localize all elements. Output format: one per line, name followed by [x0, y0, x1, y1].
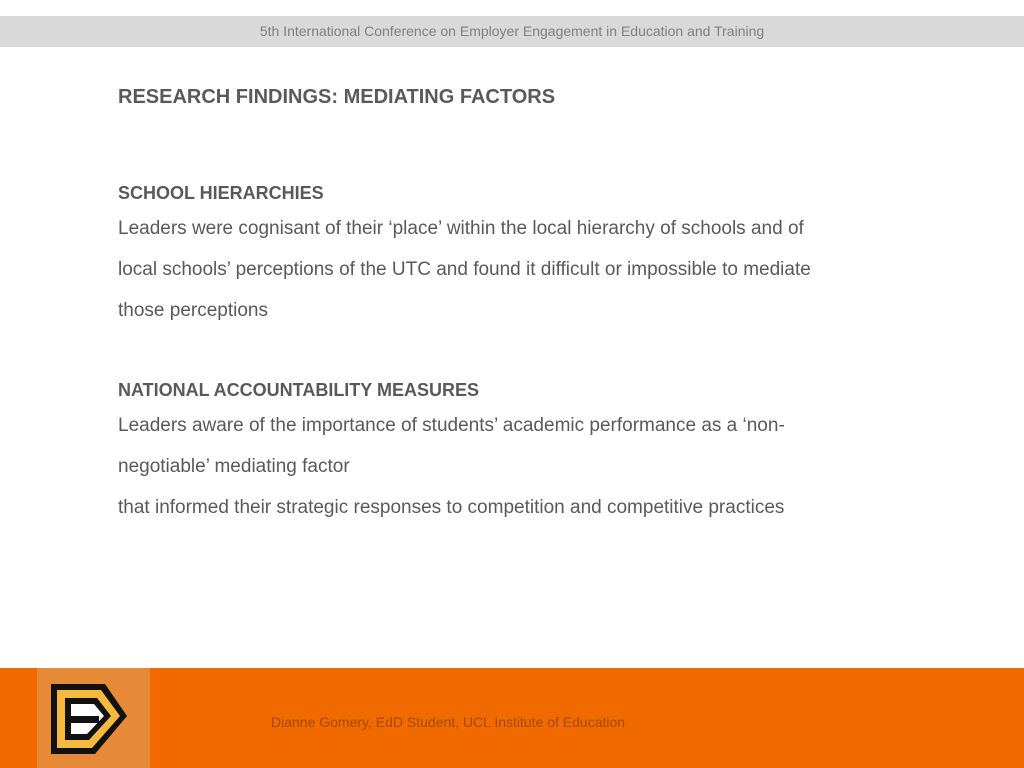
body-line: local schools’ perceptions of the UTC and found it difficult or impossible to mediate: [118, 259, 811, 280]
section-body: [118, 208, 908, 331]
body-line: that informed their strategic responses to competition and competitive practices: [118, 497, 785, 518]
footer-credit: Dianne Gomery, EdD Student, UCL Institute of Education: [271, 714, 626, 730]
ucl-ioe-logo-icon: [47, 682, 131, 756]
slide-title: RESEARCH FINDINGS: MEDIATING FACTORS: [118, 86, 556, 108]
body-line: Leaders aware of the importance of students’ academic performance as a ‘non-: [118, 415, 785, 436]
section-heading: NATIONAL ACCOUNTABILITY MEASURES: [118, 380, 480, 400]
logo-panel: [37, 668, 150, 768]
header-bar: [0, 16, 1024, 47]
section-school-hierarchies: [118, 178, 908, 331]
section-national-accountability: [118, 375, 908, 528]
section-spacer: [118, 331, 908, 375]
section-heading: SCHOOL HIERARCHIES: [118, 183, 324, 203]
body-line: those perceptions: [118, 300, 268, 321]
section-body: [118, 405, 908, 528]
body-line: negotiable’ mediating factor: [118, 456, 350, 477]
slide-content: [118, 178, 908, 528]
body-line: Leaders were cognisant of their ‘place’ within the local hierarchy of schools and of: [118, 218, 804, 239]
footer-bar: [0, 668, 1024, 768]
conference-title: 5th International Conference on Employer Engagement in Education and Training: [259, 23, 765, 39]
